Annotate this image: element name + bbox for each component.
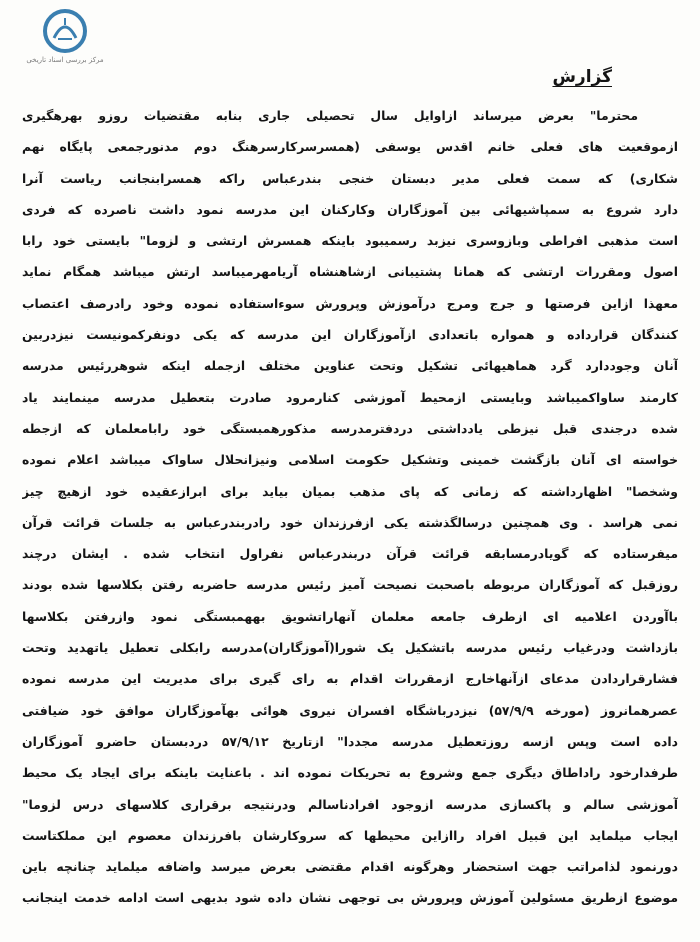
text-line: فشارقراردادن مدعای ازآنهاخارج ازمقررات اقدام به رای گیری برای مدیریت این مدرسه نموده (22, 671, 678, 687)
text-line: محترما" بعرض میرساند ازاوایل سال تحصیلی جاری بنابه مقتضیات روزو بهرهگیری (22, 108, 638, 123)
text-line: ازموقعیت های فعلی خانم اقدس یوسفی (همسرسرکارسرهنگ دوم مدنورجمعی پایگاه نهم (22, 139, 678, 155)
text-line: آنان وجوددارد گرد هماهیهائی تشکیل وتحت عناوین مختلف ازجمله اینکه شوهررئیس مدرسه (22, 358, 678, 374)
text-line: موضوع ازطریق مسئولین آموزش وپرورش بی توجهی نشان داده شود بدیهی است ادامه خدمت اینجانب (22, 890, 678, 906)
text-line: دارد شروع به سمپاشیهائی بین آموزگاران وکارکنان این مدرسه نمود داشت ناصرده که فردی (22, 201, 678, 217)
document-title: گزارش (552, 67, 612, 87)
text-line: عصرهمانروز (مورخه ۵۷/۹/۹) نیزدرباشگاه افسران نیروی هوائی بهآموزگاران موافق خود ضیافتی (22, 702, 678, 718)
text-line: خواسته ای آنان بازگشت خمینی وتشکیل حکومت اسلامی ونیزانحلال ساواک میباشد اعلام نموده (22, 452, 678, 468)
text-line: داده است وپس ازسه روزتعطیل مدرسه مجددا" ازتاریخ ۵۷/۹/۱۲ دردبستان حاضرو آموزگاران (22, 733, 678, 749)
text-line: اصول ومقررات ارتشی که همانا پشتیبانی ازشاهنشاه آریامهرمیباسد ارتش میباشد همگام نماید (22, 264, 678, 280)
text-line: روزقبل که آموزگاران مربوطه باصحبت نصیحت آمیز رئیس مدرسه حاضربه رفتن بکلاسها شده بودند (22, 577, 678, 593)
text-line: طرفدارخود راداطاق دیگری جمع وشروع به تحریکات نموده اند . باعنایت باینکه برای ایجاد یک محیط (22, 765, 678, 781)
archive-logo (26, 8, 104, 76)
text-line: کارمند ساواکمیباشد وبایستی ازمحیط آموزشی کنارمرود صادرت بتعطیل مدرسه مینمایند یاد (22, 389, 678, 405)
text-line: آموزشی سالم و پاکسازی مدرسه ازوجود افرادناسالم ودرنتیجه برقراری کلاسهای درس لزوما" (22, 796, 678, 812)
text-line: معهذا ازاین فرصتها و جرج ومرج درآموزش وپرورش سوءاستفاده نموده وخود رادرصف اعتصاب (22, 295, 678, 311)
text-line: دورنمود لذامراتب جهت استحضار وهرگونه اقدام مقتضی بعرض میرسد واضافه میلماید چنانچه باین (22, 859, 678, 875)
text-line: وشخصا" اظهارداشته که زمانی که پای مذهب بمیان بیاید برای ابرازعقیده خود ازهیچ چیز (22, 483, 678, 499)
text-line: شکاری) که سمت فعلی مدیر دبستان خنجی بندرعباس راکه همسرابنجانب ریاست آنرا (22, 170, 678, 186)
text-line: باآوردن اعلامیه ای ازطرف جامعه معلمان آنهاراتشویق بههمبستگی نمود وازرفتن بکلاسها (22, 608, 678, 624)
document-body (22, 100, 678, 914)
archive-caption: مرکز بررسی اسناد تاریخی (26, 56, 104, 64)
text-line: است مذهبی افراطی وبازوسری نیزبد رسمیبود باینکه همسرش ارتشی و لزوما" بایستی خود رابا (22, 233, 678, 249)
text-line: شده درجندی قبل نیزطی یادداشتی دردفترمدرسه مذکورهمبستگی خود رابامعلمان که ازجطه (22, 420, 678, 436)
text-line: میفرستاده که گویادرمسابقه قرائت قرآن دربندرعباس نفراول انتخاب شده . ایشان درچند (22, 546, 678, 562)
text-line: نمی هراسد . وی همچنین درسالگذشته یکی ازفرزندان خود رادربندرعباس به جلسات قرائت قرآن (22, 514, 678, 530)
text-line: کنندگان قرارداده و همواره باتعدادی ازآموزگاران این مدرسه که یکی دونفرکمونیست نیزدربین (22, 327, 678, 343)
text-line: بازداشت ودرغیاب رئیس مدرسه باتشکیل یک شورا(آموزگاران)مدرسه رابکلی تعطیل یاتهدید وتحت (22, 640, 678, 656)
archive-emblem-icon (42, 8, 88, 54)
text-line: ایجاب میلماید این قبیل افراد راازاین محیطها که سروکارشان بافرزندان معصوم این مملکتاست (22, 827, 678, 843)
